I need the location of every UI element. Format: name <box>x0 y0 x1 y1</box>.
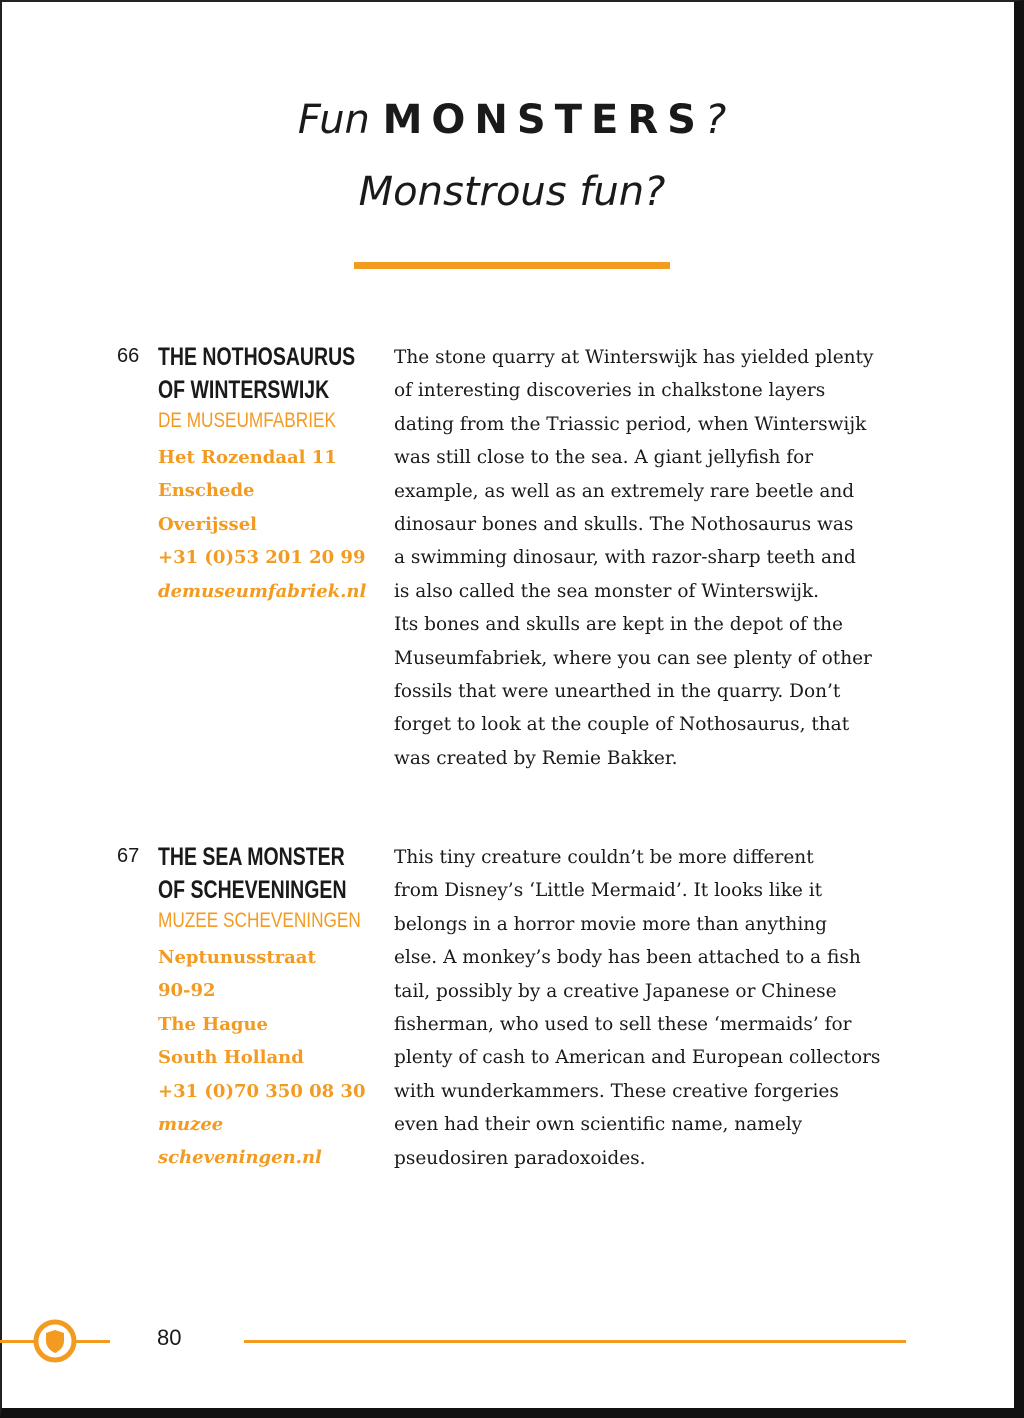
phone-number: +31 (0)53 201 20 99 <box>158 547 366 569</box>
website-link[interactable]: scheveningen.nl <box>158 1147 322 1169</box>
website-link[interactable]: muzee <box>158 1114 224 1136</box>
title-divider <box>354 262 670 269</box>
page-subtitle: Monstrous fun? <box>358 169 666 215</box>
entry-heading-line: THE NOTHOSAURUS <box>158 343 356 371</box>
body-line: was still close to the sea. A giant jellyfish for <box>394 447 814 469</box>
body-line: fossils that were unearthed in the quarry. Don’t <box>394 681 841 703</box>
address-line: 90-92 <box>158 980 216 1002</box>
body-line: was created by Remie Bakker. <box>394 747 678 769</box>
title-question-mark: ? <box>704 97 727 143</box>
entry-address <box>158 441 378 608</box>
title-fun: Fun <box>297 97 370 143</box>
body-line: dinosaur bones and skulls. The Nothosaurus was <box>394 514 854 536</box>
body-line: with wunderkammers. These creative forgeries <box>394 1080 839 1102</box>
entry-number: 67 <box>117 845 140 867</box>
entry-heading-line: OF SCHEVENINGEN <box>158 876 347 904</box>
address-line: Het Rozendaal 11 <box>158 447 337 468</box>
page-number: 80 <box>157 1325 182 1350</box>
body-line: plenty of cash to American and European collectors <box>394 1047 881 1069</box>
entry-venue: DE MUSEUMFABRIEK <box>158 409 336 432</box>
body-line: of interesting discoveries in chalkstone layers <box>394 380 826 402</box>
title-monsters: MONSTERS <box>382 97 705 143</box>
body-line: forget to look at the couple of Nothosaurus, that <box>394 714 850 736</box>
body-line: even had their own scientific name, namely <box>394 1114 803 1136</box>
body-line: Its bones and skulls are kept in the depot of the <box>394 614 843 636</box>
body-line: a swimming dinosaur, with razor-sharp teeth and <box>394 547 856 569</box>
phone-number: +31 (0)70 350 08 30 <box>158 1080 366 1102</box>
body-line: dating from the Triassic period, when Winterswijk <box>394 413 867 435</box>
address-line: The Hague <box>158 1013 268 1035</box>
page-title <box>0 92 1024 148</box>
body-line: from Disney’s ‘Little Mermaid’. It looks like it <box>394 880 823 902</box>
shield-icon <box>33 1319 77 1363</box>
body-line: Museumfabriek, where you can see plenty of other <box>394 647 872 669</box>
entry-heading-line: THE SEA MONSTER <box>158 843 345 871</box>
body-line: fisherman, who used to sell these ‘mermaids’ for <box>394 1014 852 1036</box>
body-line: This tiny creature couldn’t be more different <box>394 847 814 868</box>
address-line: Neptunusstraat <box>158 947 316 968</box>
entry-description <box>394 841 914 1175</box>
entry-number: 66 <box>117 345 140 367</box>
body-line: The stone quarry at Winterswijk has yielded plenty <box>394 347 874 368</box>
entry-venue: MUZEE SCHEVENINGEN <box>158 909 361 932</box>
body-line: example, as well as an extremely rare beetle and <box>394 480 855 502</box>
entry-description <box>394 341 914 775</box>
entry-address <box>158 941 378 1175</box>
footer-rule-right <box>244 1340 906 1343</box>
address-line: Enschede <box>158 480 255 502</box>
body-line: belongs in a horror movie more than anything <box>394 913 828 935</box>
body-line: is also called the sea monster of Winterswijk. <box>394 580 820 602</box>
body-line: pseudosiren paradoxoides. <box>394 1147 646 1169</box>
website-link[interactable]: demuseumfabriek.nl <box>158 580 367 602</box>
entry-heading-line: OF WINTERSWIJK <box>158 376 330 404</box>
address-line: Overijssel <box>158 513 257 535</box>
entry-heading <box>158 341 356 407</box>
address-line: South Holland <box>158 1047 304 1069</box>
entry-heading <box>158 841 347 907</box>
body-line: tail, possibly by a creative Japanese or Chinese <box>394 980 837 1002</box>
body-line: else. A monkey’s body has been attached to a fish <box>394 947 861 969</box>
